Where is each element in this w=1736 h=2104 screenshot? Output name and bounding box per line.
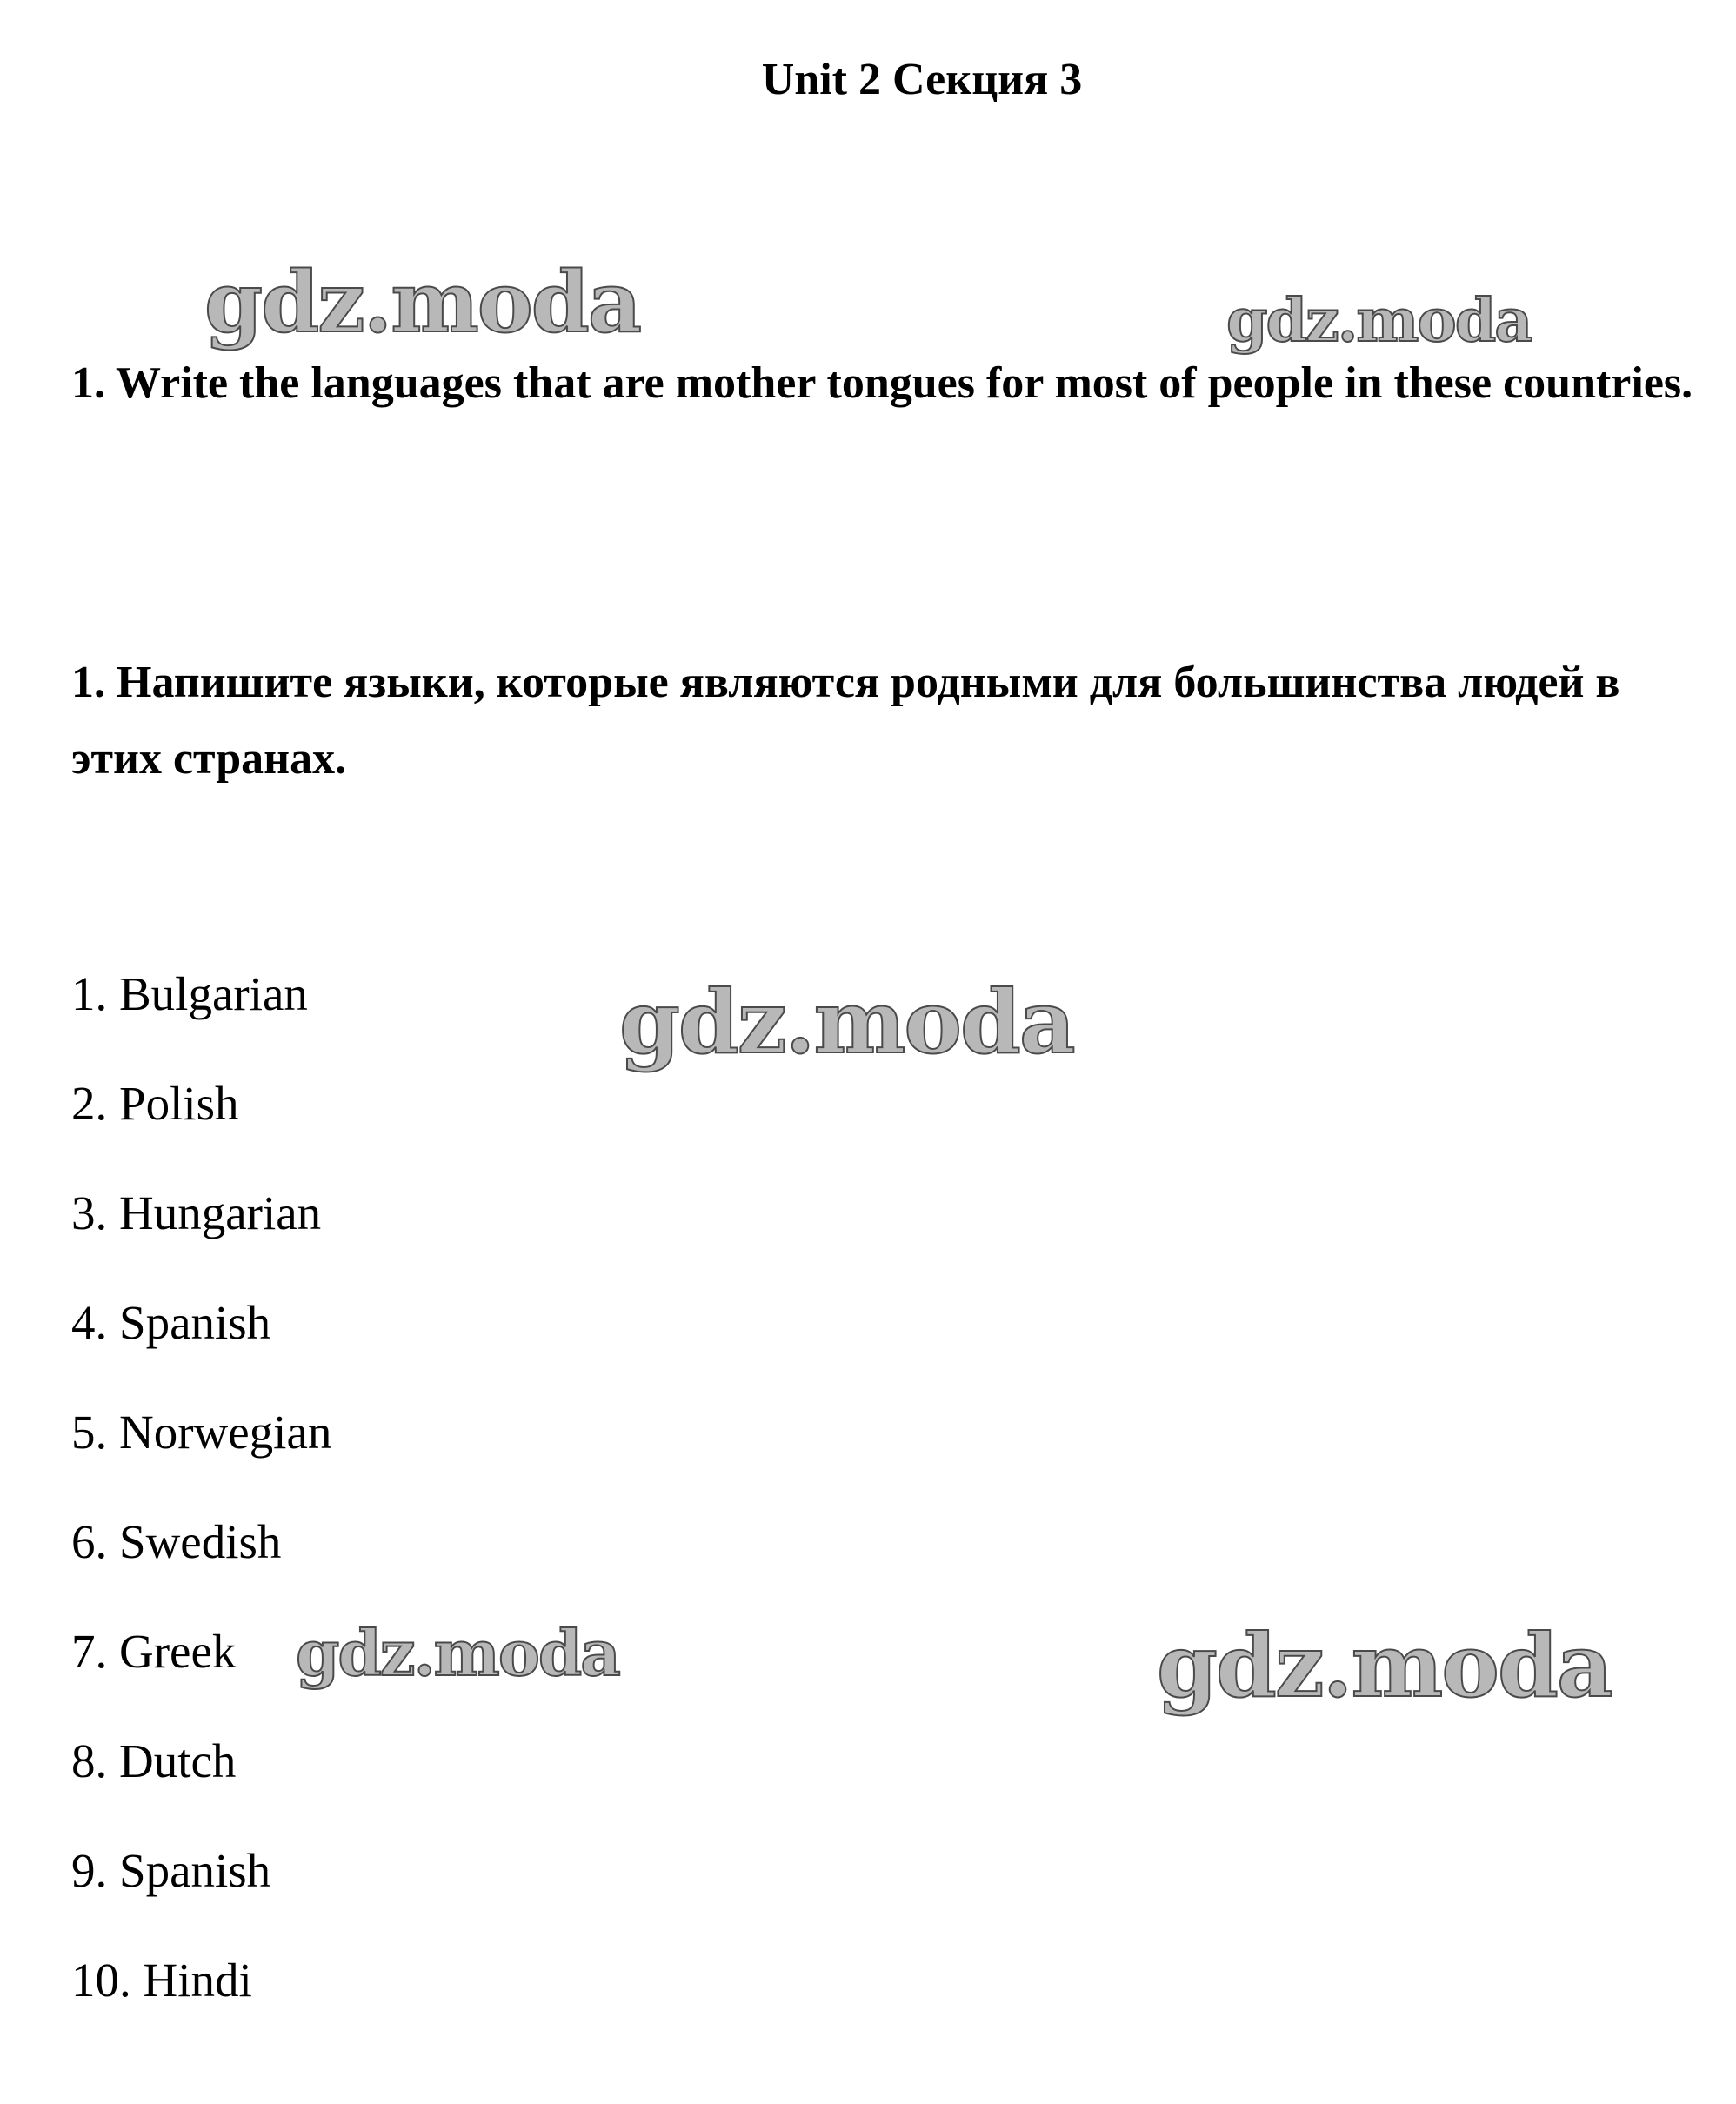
answer-list [71,939,331,2035]
answer-item: 6. Swedish [71,1515,282,1568]
answer-item: 4. Spanish [71,1296,271,1349]
answer-item: 1. Bulgarian [71,967,308,1020]
answer-item: 8. Dutch [71,1734,237,1787]
answer-item: 5. Norwegian [71,1406,332,1459]
watermark: gdz.moda [296,1616,619,1690]
watermark: gdz.moda [204,253,641,351]
answer-item: 10. Hindi [71,1954,252,2007]
watermark: gdz.moda [619,971,1074,1073]
answer-item: 9. Spanish [71,1844,271,1897]
answer-item: 7. Greek [71,1625,237,1678]
answer-item: 2. Polish [71,1077,239,1130]
task-heading-russian: 1. Напишите языки, которые являются родными для большинства людей в этих странах. [71,658,1620,784]
watermark: gdz.moda [1226,286,1532,356]
watermark: gdz.moda [1157,1614,1612,1717]
answer-item: 3. Hungarian [71,1186,322,1239]
task-heading-english: 1. Write the languages that are mother tongues for most of people in these countries. [71,358,1693,408]
page-title: Unit 2 Секция 3 [761,55,1083,104]
